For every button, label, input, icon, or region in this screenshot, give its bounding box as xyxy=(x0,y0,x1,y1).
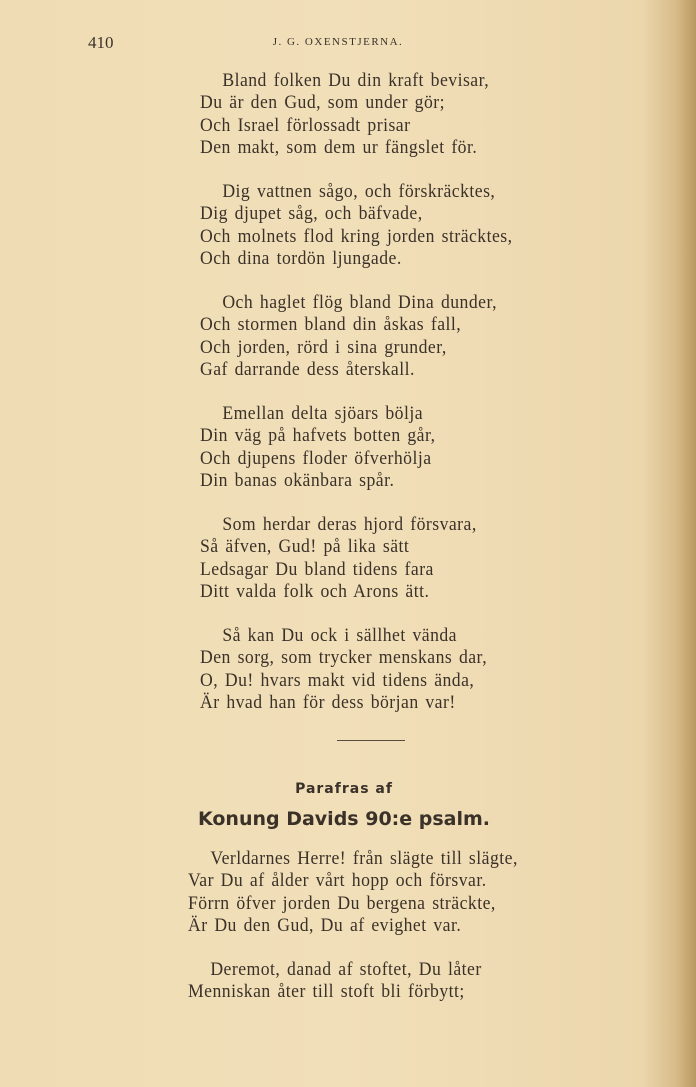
section-title: Konung Davids 90:e psalm. xyxy=(197,808,491,830)
stanza xyxy=(200,181,513,270)
verse-line: Och molnets flod kring jorden sträcktes, xyxy=(200,225,513,247)
stanza xyxy=(188,959,482,1004)
verse-line: Var Du af ålder vårt hopp och försvar. xyxy=(188,870,487,892)
verse-line: O, Du! hvars makt vid tidens ända, xyxy=(200,669,475,691)
verse-line: Din väg på hafvets botten går, xyxy=(200,425,436,447)
verse-line: Bland folken Du din kraft bevisar, xyxy=(222,70,490,91)
stanza xyxy=(188,848,518,937)
verse-line: Gaf darrande dess återskall. xyxy=(200,358,415,380)
verse-line: Är Du den Gud, Du af evighet var. xyxy=(188,914,462,936)
stanza xyxy=(200,70,489,159)
verse-line: Du är den Gud, som under gör; xyxy=(200,92,445,114)
verse-line: Menniskan åter till stoft bli förbytt; xyxy=(188,981,465,1003)
stanza xyxy=(200,403,436,492)
stanza xyxy=(200,625,487,714)
stanza xyxy=(200,292,497,381)
verse-line: Och dina tordön ljungade. xyxy=(200,247,402,269)
section-subtitle: Parafras af xyxy=(295,781,393,797)
verse-line: Den sorg, som trycker menskans dar, xyxy=(200,647,488,669)
verse-line: Ditt valda folk och Arons ätt. xyxy=(200,580,430,602)
verse-line: Och Israel förlossadt prisar xyxy=(200,114,411,136)
verse-line: Verldarnes Herre! från slägte till slägte, xyxy=(210,848,518,869)
verse-line: Dig vattnen sågo, och förskräcktes, xyxy=(222,181,496,202)
verse-line: Och jorden, rörd i sina grunder, xyxy=(200,336,447,358)
verse-line: Och djupens floder öfverhölja xyxy=(200,447,432,469)
verse-line: Så kan Du ock i sällhet vända xyxy=(222,625,457,646)
verse-line: Så äfven, Gud! på lika sätt xyxy=(200,536,410,558)
verse-line: Ledsagar Du bland tidens fara xyxy=(200,558,434,580)
verse-line: Den makt, som dem ur fängslet för. xyxy=(200,136,478,158)
verse-line: Dig djupet såg, och bäfvade, xyxy=(200,203,423,225)
verse-line: Din banas okänbara spår. xyxy=(200,469,395,491)
verse-line: Som herdar deras hjord försvara, xyxy=(222,514,477,535)
verse-line: Deremot, danad af stoftet, Du låter xyxy=(210,959,482,980)
section-divider xyxy=(337,740,405,741)
verse-line: Emellan delta sjöars bölja xyxy=(222,403,424,424)
page-number: 410 xyxy=(88,33,114,52)
verse-line: Och haglet flög bland Dina dunder, xyxy=(222,292,497,313)
running-title: J. G. OXENSTJERNA. xyxy=(272,36,404,48)
verse-line: Och stormen bland din åskas fall, xyxy=(200,314,462,336)
verse-line: Är hvad han för dess början var! xyxy=(200,691,456,713)
stanza xyxy=(200,514,477,603)
verse-line: Förrn öfver jorden Du bergena sträckte, xyxy=(188,892,496,914)
